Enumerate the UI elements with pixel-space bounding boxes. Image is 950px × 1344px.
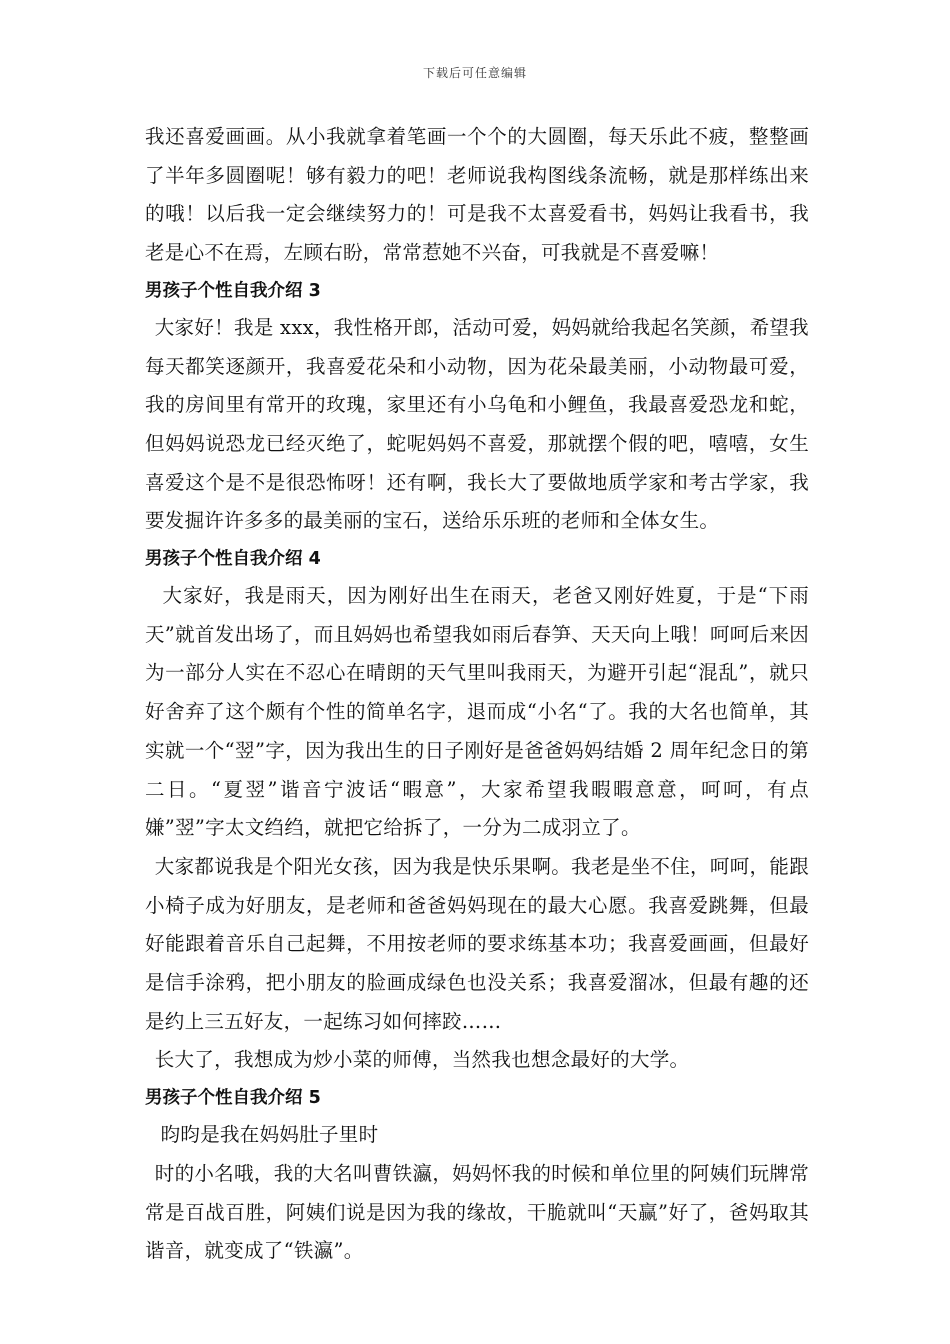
paragraph-dream: 长大了，我想成为炒小菜的师傅，当然我也想念最好的大学。	[154, 1048, 690, 1072]
paragraph-drawing: 我还喜爱画画。从小我就拿着笔画一个个的大圆圈，每天乐此不疲，整整画了半年多圆圈呢！够有毅力的吧！老师说我构图线条流畅，就是那样练出来的哦！以后我一定会继续努力的！可是我不太喜爱看书，妈妈让我看书，我老是心不在焉，左顾右盼，常常惹她不兴奋，可我就是不喜爱嘛！	[145, 125, 809, 265]
document-body	[145, 118, 809, 1271]
section-heading-4: 男孩子个性自我介绍 4	[145, 549, 321, 570]
paragraph-intro-3: 大家好！我是 xxx，我性格开郎，活动可爱，妈妈就给我起名笑颜，希望我每天都笑逐颜开，我喜爱花朵和小动物，因为花朵最美丽，小动物最可爱，我的房间里有常开的玫瑰，家里还有小乌龟和小鲤鱼，我最喜爱恐龙和蛇，但妈妈说恐龙已经灭绝了，蛇呢妈妈不喜爱，那就摆个假的吧，嘻嘻，女生喜爱这个是不是很恐怖呀！还有啊，我长大了要做地质学家和考古学家，我要发掘许许多多的最美丽的宝石，送给乐乐班的老师和全体女生。	[145, 315, 809, 533]
paragraph-intro-5: 时的小名哦，我的大名叫曹铁瀛，妈妈怀我的时候和单位里的阿姨们玩牌常常是百战百胜，阿姨们说是因为我的缘故，干脆就叫“天赢”好了，爸妈取其谐音，就变成了“铁瀛”。	[145, 1161, 809, 1263]
paragraph-intro-4: 大家好，我是雨天，因为刚好出生在雨天，老爸又刚好姓夏，于是“下雨天”就首发出场了，而且妈妈也希望我如雨后春笋、天天向上哦！呵呵后来因为一部分人实在不忍心在晴朗的天气里叫我雨天，为避开引起“混乱”，就只好舍弃了这个颇有个性的简单名字，退而成“小名“了。我的大名也简单，其实就一个“翌”字，因为我出生的日子刚好是爸爸妈妈结婚 2 周年纪念日的第二日。“夏翌”谐音宁波话“暇意”，大家希望我暇暇意意，呵呵，有点嫌”翌”字太文绉绉，就把它给拆了，一分为二成羽立了。	[145, 584, 809, 840]
paragraph-sunshine-girl: 大家都说我是个阳光女孩，因为我是快乐果啊。我老是坐不住，呵呵，能跟小椅子成为好朋友，是老师和爸爸妈妈现在的最大心愿。我喜爱跳舞，但最好能跟着音乐自己起舞，不用按老师的要求练基本功；我喜爱画画，但最好是信手涂鸦，把小朋友的脸画成绿色也没关系；我喜爱溜冰，但最有趣的还是约上三五好友，一起练习如何摔跤……	[145, 854, 809, 1033]
section-heading-5: 男孩子个性自我介绍 5	[145, 1088, 321, 1109]
section-heading-3: 男孩子个性自我介绍 3	[145, 280, 321, 301]
page-header-note: 下载后可任意编辑	[422, 66, 527, 80]
paragraph-nickname-line: 昀昀是我在妈妈肚子里时	[160, 1123, 379, 1147]
